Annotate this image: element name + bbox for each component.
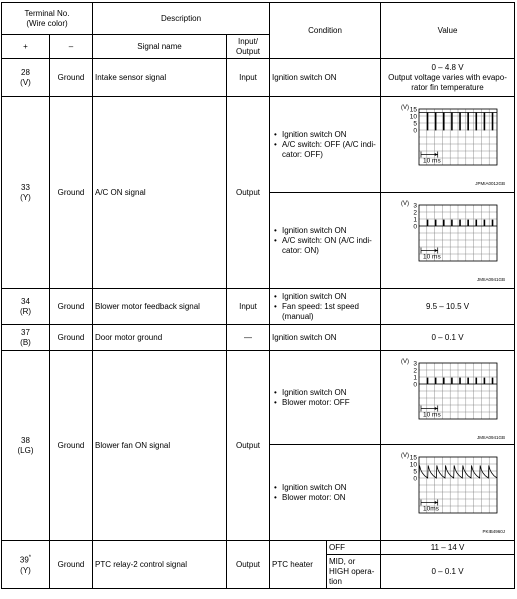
- wire-color: (B): [20, 337, 31, 347]
- signal-name-cell: A/C ON signal: [93, 97, 227, 289]
- condition-item: • Blower motor: OFF: [272, 398, 378, 408]
- tick-label: 3: [412, 202, 417, 209]
- figure-code: JPMIA0012GB: [474, 180, 505, 186]
- tick-label: 10: [409, 113, 417, 120]
- value-cell: 0 – 0.1 V: [381, 325, 515, 351]
- time-arrow: [434, 501, 437, 504]
- condition-cell: PTC heater: [270, 541, 327, 589]
- tick-label: 1: [412, 216, 417, 223]
- condition-cell: [270, 351, 381, 445]
- signal-name-header: Signal name: [93, 35, 227, 59]
- wire-color-label: (Wire color): [26, 18, 68, 28]
- plus-header: +: [2, 35, 50, 59]
- io-cell: Input: [227, 59, 270, 97]
- waveform-plot: [389, 355, 507, 441]
- table-row: [2, 351, 515, 445]
- tick-label: 0: [412, 381, 417, 388]
- terminal-cell: [2, 325, 50, 351]
- state-cell: OFF: [327, 541, 381, 555]
- io-cell: Output: [227, 541, 270, 589]
- value-cell: [381, 351, 515, 445]
- condition-item: • A/C switch: ON (A/C indi- cator: ON): [272, 236, 378, 256]
- time-arrow: [434, 249, 437, 252]
- condition-list: [272, 226, 378, 256]
- ground-cell: Ground: [50, 325, 93, 351]
- io-cell: Output: [227, 97, 270, 289]
- io-cell: Output: [227, 351, 270, 541]
- time-arrow: [434, 407, 437, 410]
- io-cell: —: [227, 325, 270, 351]
- time-label: 10ms: [422, 505, 439, 512]
- condition-header: Condition: [270, 3, 381, 59]
- tick-label: 0: [412, 223, 417, 230]
- tick-label: 5: [412, 468, 417, 475]
- minus-header: –: [50, 35, 93, 59]
- ground-cell: Ground: [50, 351, 93, 541]
- unit-label: (V): [400, 358, 409, 365]
- condition-item: • Ignition switch ON: [272, 483, 378, 493]
- terminal-cell: [2, 97, 50, 289]
- signal-name-cell: PTC relay-2 control signal: [93, 541, 227, 589]
- condition-list: [272, 483, 378, 503]
- terminal-number: 34: [21, 296, 30, 306]
- condition-item: • Ignition switch ON: [272, 226, 378, 236]
- tick-label: 2: [412, 367, 417, 374]
- condition-cell: Ignition switch ON: [270, 325, 381, 351]
- terminal-cell: [2, 351, 50, 541]
- tick-label: 3: [412, 360, 417, 367]
- value-cell: 11 – 14 V: [381, 541, 515, 555]
- value-cell: [381, 59, 515, 97]
- tick-label: 0: [412, 475, 417, 482]
- terminal-number: 37: [21, 327, 30, 337]
- signal-name-cell: Door motor ground: [93, 325, 227, 351]
- description-header: Description: [93, 3, 270, 35]
- condition-item: • A/C switch: OFF (A/C indi- cator: OFF): [272, 140, 378, 160]
- waveform-plot: [389, 449, 507, 537]
- ground-cell: Ground: [50, 541, 93, 589]
- unit-label: (V): [400, 200, 409, 207]
- condition-item: • Ignition switch ON: [272, 292, 378, 302]
- value-cell: [381, 193, 515, 289]
- terminal-cell: [2, 289, 50, 325]
- condition-cell: Ignition switch ON: [270, 59, 381, 97]
- ground-cell: Ground: [50, 59, 93, 97]
- condition-list: [272, 388, 378, 408]
- condition-item: • Blower motor: ON: [272, 493, 378, 503]
- time-label: 10 ms: [422, 411, 441, 418]
- input-output-header: Input/ Output: [227, 35, 270, 59]
- state-cell: MID, or HIGH opera- tion: [327, 555, 381, 589]
- signal-name-cell: Blower motor feedback signal: [93, 289, 227, 325]
- condition-list: [272, 130, 378, 160]
- terminal-cell: [2, 59, 50, 97]
- ground-cell: Ground: [50, 97, 93, 289]
- terminal-table: [1, 2, 515, 589]
- time-label: 10 ms: [422, 253, 441, 260]
- value-line: 0 – 4.8 V: [431, 62, 464, 72]
- value-cell: 9.5 – 10.5 V: [381, 289, 515, 325]
- terminal-number: 33: [21, 182, 30, 192]
- condition-list: [272, 292, 378, 322]
- waveform-plot: [389, 101, 507, 189]
- tick-label: 1: [412, 374, 417, 381]
- terminal-no-label: Terminal No.: [24, 8, 70, 18]
- time-arrow: [434, 153, 437, 156]
- ground-cell: Ground: [50, 289, 93, 325]
- figure-code: PKIB4960J: [482, 528, 505, 534]
- figure-code: JMIIA0941GB: [476, 276, 505, 282]
- figure-code: JMIIA0941GB: [476, 434, 505, 440]
- condition-cell: [270, 97, 381, 193]
- unit-label: (V): [400, 104, 409, 111]
- header-row-1: [2, 3, 515, 35]
- table-row: [2, 541, 515, 555]
- condition-cell: [270, 193, 381, 289]
- wire-color: (Y): [20, 192, 31, 202]
- table-row: [2, 59, 515, 97]
- value-cell: [381, 445, 515, 541]
- table-row: [2, 289, 515, 325]
- tick-label: 15: [409, 454, 417, 461]
- table-row: [2, 97, 515, 193]
- wire-color: (LG): [17, 445, 34, 455]
- wire-color: (R): [19, 306, 32, 316]
- condition-item: • Ignition switch ON: [272, 130, 378, 140]
- value-cell: [381, 97, 515, 193]
- terminal-cell: [2, 541, 50, 589]
- table-row: [2, 325, 515, 351]
- waveform-plot: [389, 197, 507, 285]
- condition-item: • Fan speed: 1st speed (manual): [272, 302, 378, 322]
- io-cell: Input: [227, 289, 270, 325]
- value-line: rator fin temperature: [411, 82, 484, 92]
- terminal-number: 28: [21, 67, 30, 77]
- terminal-number: 38: [21, 435, 30, 445]
- terminal-number: 39*: [19, 555, 32, 565]
- tick-label: 5: [412, 120, 417, 127]
- tick-label: 15: [409, 106, 417, 113]
- value-line: Output voltage varies with evapo-: [388, 72, 507, 82]
- signal-name-cell: Blower fan ON signal: [93, 351, 227, 541]
- wire-color: (Y): [20, 565, 31, 575]
- value-cell: 0 – 0.1 V: [381, 555, 515, 589]
- tick-label: 2: [412, 209, 417, 216]
- wire-color: (V): [20, 77, 31, 87]
- tick-label: 0: [412, 127, 417, 134]
- time-label: 10 ms: [422, 157, 441, 164]
- condition-item: • Ignition switch ON: [272, 388, 378, 398]
- terminal-no-header: [2, 3, 93, 35]
- condition-cell: [270, 289, 381, 325]
- value-header: Value: [381, 3, 515, 59]
- condition-cell: [270, 445, 381, 541]
- unit-label: (V): [400, 452, 409, 459]
- tick-label: 10: [409, 461, 417, 468]
- signal-name-cell: Intake sensor signal: [93, 59, 227, 97]
